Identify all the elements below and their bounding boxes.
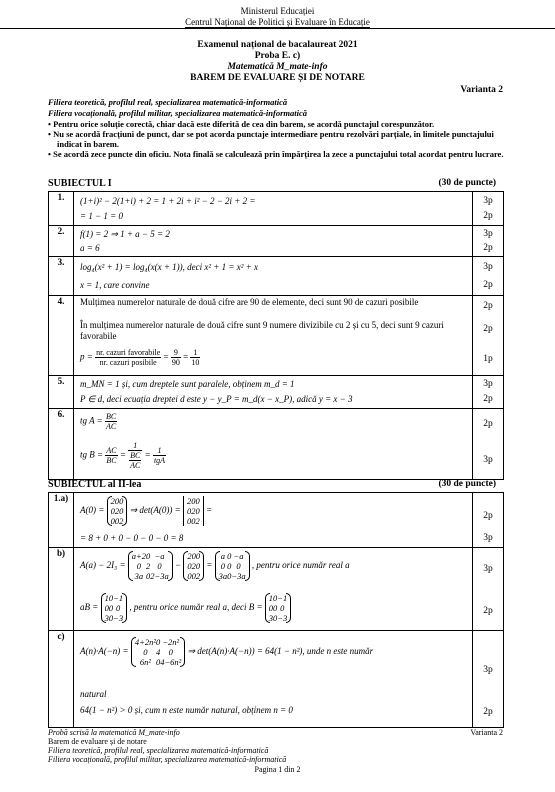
matrix-cell: 0 [268, 603, 274, 613]
matrix-cell: −3 [277, 613, 288, 623]
points-value: 3p [483, 564, 493, 574]
denominator: tgA [153, 456, 166, 465]
numerator: AC [106, 446, 117, 455]
qualifier-text: , pentru orice număr real a [251, 560, 350, 571]
ministry-header: Ministerul Educației [240, 6, 315, 16]
answer-line: = 8 + 0 + 0 − 0 − 0 − 0 = 8 [80, 533, 184, 543]
fraction [171, 348, 181, 367]
item-number: c) [49, 631, 74, 728]
points-value: 2p [483, 606, 493, 616]
matrix-cell: 3 [268, 613, 274, 623]
item-row [49, 376, 504, 409]
matrix-cell: 0 [136, 561, 142, 571]
item-number: 2. [49, 226, 74, 257]
matrix-cell: 3a [218, 571, 228, 581]
matrix-cell: 0 [227, 551, 232, 561]
formula-lhs: A(0) = [80, 505, 105, 516]
matrix-cell: 0 [227, 571, 232, 581]
answer-line: Mulțimea numerelor naturale de două cifre are 90 de elemente, deci sunt 90 de cazuri posibile [80, 297, 419, 307]
matrix-cell: 2 [191, 561, 196, 571]
matrix-cell: −1 [113, 593, 124, 603]
matrix-cell: 0 [273, 593, 278, 603]
matrix-b-derivation [80, 593, 291, 623]
matrix-cell: 0 [186, 516, 192, 526]
denominator: nr. cazuri posibile [99, 358, 157, 367]
formula-lhs: aB = [80, 602, 99, 613]
item-row [49, 226, 504, 257]
matrix-cell: 2 [186, 496, 192, 506]
numerator: nr. cazuri favorabile [96, 348, 161, 357]
answer-line: În mulțimea numerelor naturale de două cifre sunt 9 numere divizibile cu 2 și cu 5, deci sunt 9 cazuri favorabile [80, 320, 444, 341]
matrix-cell: 0 [108, 603, 114, 613]
section1-title: SUBIECTUL I [48, 178, 112, 189]
matrix-cell: −3 [113, 613, 124, 623]
matrix [215, 551, 250, 581]
matrix-cell: a+2 [131, 551, 147, 561]
matrix-cell: 0 [220, 561, 226, 571]
matrix-cell: 2−3a [150, 571, 169, 581]
matrix-cell: 0 [195, 496, 200, 506]
variant-label: Varianta 2 [460, 85, 503, 95]
numerator: 1 [190, 348, 200, 358]
matrix-cell: 0 [114, 516, 120, 526]
matrix-cell: 6n² [139, 657, 151, 667]
denominator: 90 [171, 358, 180, 367]
matrix-cell: 0 [110, 506, 115, 516]
matrix-cell: 1 [104, 593, 109, 603]
numerator: BC [106, 412, 117, 421]
section2-points: (30 de puncte) [438, 479, 496, 489]
fraction [95, 348, 161, 367]
footer-line-2: Barem de evaluare și de notare [48, 737, 147, 746]
item-number: 6. [49, 409, 74, 480]
matrix-difference [80, 551, 350, 581]
matrix-cell: 0 [191, 516, 196, 526]
matrix-cell: 2 [191, 506, 196, 516]
page-number: Pagina 1 din 2 [254, 765, 301, 774]
section2-table [48, 492, 504, 728]
matrix-cell: −a [154, 551, 165, 561]
matrix [131, 637, 185, 667]
matrix-cell: 0 [108, 613, 114, 623]
points-value: 3p [483, 665, 493, 675]
matrix-cell: 2 [119, 516, 124, 526]
filiera-1: Filiera teoretică, profilul real, specializarea matematică-informatică [48, 97, 288, 107]
item-number: 1.a) [49, 493, 74, 548]
points-value: 2p [483, 394, 493, 404]
points-value: 3p [483, 455, 493, 465]
denominator: 10 [191, 358, 200, 367]
item-number: b) [49, 548, 74, 631]
rule-2: • Nu se acordă fracțiuni de punct, dar se pot acorda punctaje intermediare pentru rezolvări parțiale, în limitele punctajului indicat în barem. [48, 129, 494, 149]
matrix [101, 593, 128, 623]
matrix-cell: 3a [134, 571, 144, 581]
tangent-a [80, 412, 117, 431]
denominator: BC [106, 456, 117, 465]
matrix-cell: −1 [277, 593, 288, 603]
footer-variant: Varianta 2 [470, 728, 503, 737]
matrix-cell: 0 [108, 593, 114, 603]
barem-title: BAREM DE EVALUARE ȘI DE NOTARE [190, 73, 365, 83]
minus-sign: − [175, 560, 182, 571]
matrix-cell: 2 [114, 506, 120, 516]
denominator: AC [130, 461, 141, 470]
item-number: 3. [49, 257, 74, 296]
fraction [105, 412, 117, 431]
det-computation [80, 496, 212, 526]
matrix-cell: 2 [195, 516, 200, 526]
rule-1: • Pentru orice soluție corectă, chiar dacă este diferită de cea din barem, se acordă punctajul corespunzător. [48, 119, 435, 129]
fraction [190, 348, 200, 367]
item-number: 4. [49, 296, 74, 376]
points-value: 2p [483, 280, 493, 290]
qualifier-text: , pentru orice număr real a, deci B = [129, 602, 263, 613]
item-row [49, 257, 504, 296]
product-determinant [80, 637, 373, 667]
item-number: 1. [49, 192, 74, 226]
fraction [129, 451, 141, 470]
answer-line: natural [80, 689, 107, 699]
points-value: 2p [483, 324, 493, 334]
matrix-cell: 0 [146, 551, 151, 561]
probability-formula: p = $\frac{\text{nr. cazuri favorabile}}{\text{nr. cazuri posibile}}$ = $\frac{9}{90}$ = $\frac{1}{10}$ [80, 348, 200, 367]
points-value: 3p [483, 229, 493, 239]
item-row [49, 493, 504, 548]
proba-title: Proba E. c) [254, 51, 301, 61]
denominator: AC [106, 422, 117, 431]
matrix-cell: 0 [273, 603, 278, 613]
answer-line: a = 6 [80, 243, 100, 253]
determinant [183, 496, 204, 526]
matrix-cell: 0 [146, 571, 151, 581]
matrix-cell: −2n² [162, 637, 180, 647]
footer-line-4: Filiera vocațională, profilul militar, specializarea matematică-informatică [48, 755, 287, 764]
numerator: 1 [128, 441, 142, 451]
item-number: 5. [49, 376, 74, 409]
answer-line: x = 1, care convine [80, 280, 150, 290]
matrix [183, 551, 204, 581]
item-row [49, 296, 504, 376]
matrix-cell: a [220, 551, 226, 561]
matrix-cell: 0 [191, 571, 196, 581]
numerator: 9 [171, 348, 181, 358]
formula-lhs: p = [80, 351, 93, 362]
item-row [49, 631, 504, 728]
matrix-cell: 4+2n² [134, 637, 156, 647]
matrix-cell: 0 [104, 603, 109, 613]
answer-line: log₄(x² + 1) = log₄(x(x + 1)), deci x² + 1 = x² + x [80, 262, 258, 272]
matrix-cell: 0 [155, 637, 161, 647]
matrix-cell: 0 [187, 571, 192, 581]
matrix-cell: 2 [195, 571, 201, 581]
subject-title: Matematică M_mate-info [227, 62, 328, 72]
answer-line: m_MN = 1 și, cum dreptele sunt paralele, obținem m_d = 1 [80, 379, 295, 389]
formula-lhs: tg A = [80, 415, 103, 426]
matrix-cell: 0 [195, 561, 201, 571]
matrix-cell: 0 [187, 561, 192, 571]
points-value: 3p [483, 196, 493, 206]
matrix-cell: 0 [236, 561, 241, 571]
fraction [153, 446, 166, 465]
item-row [49, 192, 504, 226]
qualifier-text: ⇒ det(A(n)·A(−n)) = 64(1 − n²), unde n este număr [187, 646, 374, 657]
grading-rules [48, 119, 504, 159]
answer-line: P ∈ d, deci ecuația dreptei d este y − y_P = m_d(x − x_P), adică y = x − 3 [80, 394, 353, 404]
matrix-cell: 0 [115, 603, 121, 613]
footer-line-3: Filiera teoretică, profilul real, specializarea matematică-informatică [48, 746, 269, 755]
matrix-cell: 0 [157, 561, 162, 571]
answer-line: 64(1 − n²) > 0 și, cum n este număr natural, obținem n = 0 [80, 705, 293, 715]
matrix-cell: 0 [195, 551, 201, 561]
matrix-cell: 0 [186, 506, 192, 516]
matrix-cell: 2 [146, 561, 151, 571]
matrix-cell: 0 [195, 506, 200, 516]
numerator: BC [130, 451, 141, 460]
answer-line: (1+i)² − 2(1+i) + 2 = 1 + 2i + i² − 2 − 2i + 2 = [80, 196, 256, 206]
equals-sign: = [205, 505, 213, 516]
matrix-cell: 4−6n² [160, 657, 182, 667]
matrix-cell: 0 [119, 496, 124, 506]
matrix-cell: 0 [191, 496, 196, 506]
points-value: 2p [483, 707, 493, 717]
matrix-cell: 0 [143, 647, 148, 657]
matrix [107, 496, 128, 526]
answer-line: f(1) = 2 ⇒ 1 + a − 5 = 2 [80, 229, 170, 239]
matrix-cell: 0 [227, 561, 232, 571]
matrix-cell: 2 [110, 496, 115, 506]
tangent-b: tg B = $\frac{AC}{BC}$ = $\frac{1}{\frac{BC}{AC}}$ = $\frac{1}{\text{tgA}}$ [80, 441, 166, 470]
implies-det: ⇒ det(A(0)) = [129, 505, 181, 516]
section2-title: SUBIECTUL al II-lea [48, 479, 142, 490]
points-value: 3p [483, 533, 493, 543]
exam-title: Examenul național de bacalaureat 2021 [197, 40, 358, 50]
matrix-cell: 0 [110, 516, 115, 526]
matrix-cell: −a [233, 551, 244, 561]
numerator: 1 [153, 446, 166, 456]
formula-lhs: A(a) − 2I₃ = [80, 560, 126, 571]
points-value: 3p [483, 262, 493, 272]
center-header [0, 17, 555, 29]
points-value: 2p [483, 511, 493, 521]
matrix-cell: −3a [231, 571, 246, 581]
matrix-cell: 0 [155, 657, 161, 667]
matrix-cell: 0 [168, 647, 173, 657]
points-value: 2p [483, 243, 493, 253]
section2-heading [48, 479, 504, 490]
matrix-cell: 0 [114, 496, 120, 506]
answer-line: = 1 − 1 = 0 [80, 211, 123, 221]
section1-table [48, 191, 504, 480]
points-value: 2p [483, 419, 493, 429]
points-value: 3p [483, 379, 493, 389]
points-value: 2p [483, 301, 493, 311]
compound-fraction [128, 441, 142, 470]
matrix-cell: 0 [280, 603, 285, 613]
equals-sign: = [206, 560, 213, 571]
footer-line-1: Probă scrisă la matematică M_mate-info [48, 728, 180, 737]
section1-points: (30 de puncte) [438, 178, 496, 188]
matrix [128, 551, 173, 581]
center-name: Centrul Național de Politici și Evaluare în Educație [185, 17, 370, 27]
item-row [49, 548, 504, 631]
matrix-cell: 3 [104, 613, 109, 623]
formula-lhs: A(n)·A(−n) = [80, 646, 129, 657]
points-value: 2p [483, 211, 493, 221]
denominator [128, 451, 142, 470]
matrix-cell: 2 [187, 551, 192, 561]
matrix-cell: 4 [155, 647, 161, 657]
matrix-cell: 0 [191, 551, 196, 561]
rule-3: • Se acordă zece puncte din oficiu. Nota finală se calculează prin împărțirea la zece a punctajului total acordat pentru lucrare. [48, 149, 504, 159]
item-row [49, 409, 504, 480]
matrix [265, 593, 292, 623]
filiera-2: Filiera vocațională, profilul militar, specializarea matematică-informatică [48, 108, 308, 118]
points-value: 1p [483, 354, 493, 364]
section1-heading [48, 178, 504, 189]
matrix-cell: 0 [273, 613, 278, 623]
matrix-cell: 1 [268, 593, 274, 603]
fraction [105, 446, 117, 465]
formula-lhs: tg B = [80, 449, 104, 460]
matrix-cell: 0 [119, 506, 124, 516]
